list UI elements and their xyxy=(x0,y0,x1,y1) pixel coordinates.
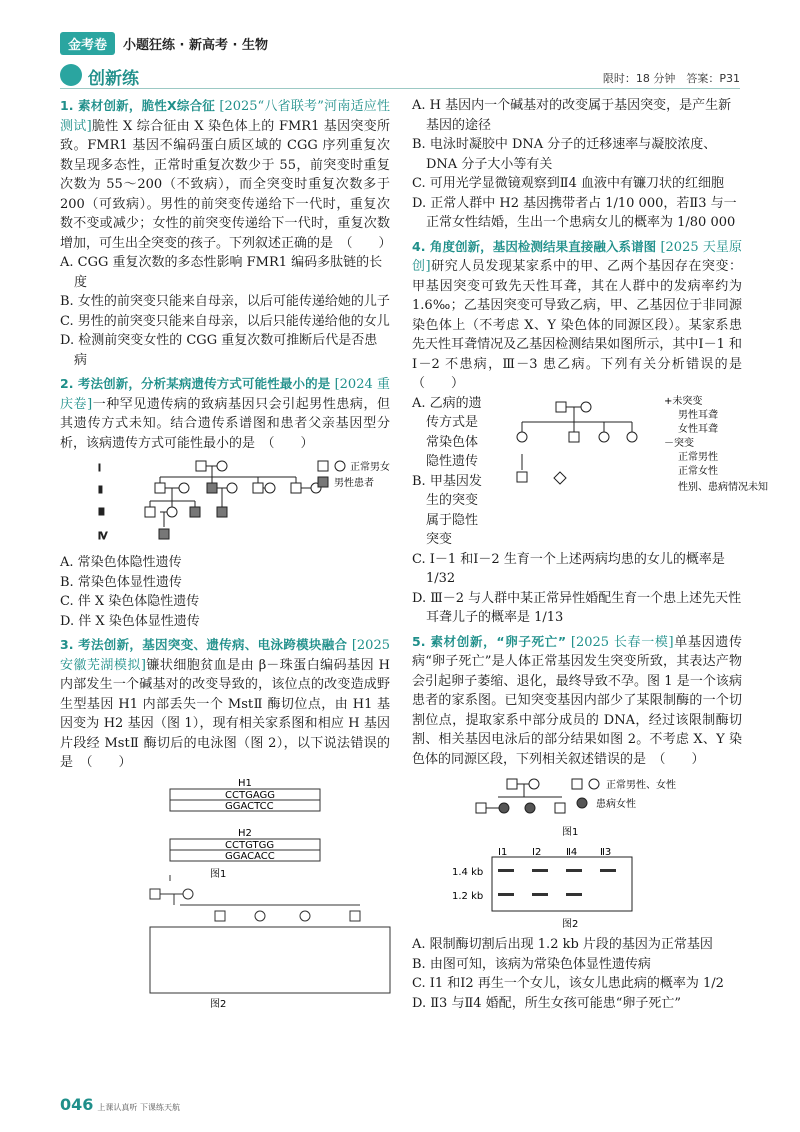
q3-figures xyxy=(60,777,390,1013)
page-number-value: 046 xyxy=(60,1095,94,1114)
q1-stem: 脆性 X 综合征由 X 染色体上的 FMR1 基因突变所致。FMR1 基因不编码蛋白质区域的 CGG 序列重复次数呈现多态性，正常时重复次数少于 55，前突变时重复次数为 55～200（不致病），而全突变时重复次数多于 200（可致病）。男性的前突变传递给下一代时，重复次数不变或减少；女性的前突变传递给下一代时，重复次数增加，可生出全突变的孩子。下列叙述正确的是 （ ） xyxy=(60,118,392,251)
h1-seq-top: CCTGAGG xyxy=(225,789,275,801)
brand-label: 金考卷 xyxy=(60,32,115,55)
q4-legend-5: 正常女性 xyxy=(678,465,718,477)
q4-option-d: D. Ⅲ－2 与人群中某正常异性婚配生育一个患上述先天性耳聋儿子的概率是 1/13 xyxy=(412,590,742,625)
q5-lane-2: Ⅱ4 xyxy=(566,847,578,858)
q5-head: 5. 素材创新，“卵子死亡” xyxy=(412,633,567,649)
fig1-caption: 图1 xyxy=(210,868,227,880)
q1-head: 1. 素材创新，脆性X综合征 xyxy=(60,98,216,113)
h2-seq-top: CCTGTGG xyxy=(225,839,275,851)
q5-option-c: C. Ⅰ1 和Ⅰ2 再生一个女儿，该女儿患此病的概率为 1/2 xyxy=(412,976,724,991)
q1-option-b: B. 女性的前突变只能来自母亲，以后可能传递给她的儿子 xyxy=(60,294,390,309)
q4-legend-0: +未突变 xyxy=(664,395,703,407)
q1-source: [2025“八省联考”河南适应性测试] xyxy=(60,99,390,134)
h1-seq-bottom: GGACTCC xyxy=(225,800,274,812)
q5-lane-3: Ⅱ3 xyxy=(600,847,612,858)
question-3 xyxy=(60,635,390,1013)
q4-legend-4: 正常男性 xyxy=(678,451,718,463)
q5-legend-normal: 正常男性、女性 xyxy=(606,780,676,791)
q4-option-b: B. 甲基因发生的突变属于隐性突变 xyxy=(412,473,482,547)
gen-label-1: Ⅰ xyxy=(98,463,101,474)
question-1 xyxy=(60,96,390,370)
q2-legend-patient: 男性患者 xyxy=(334,478,374,489)
q4-pedigree xyxy=(482,394,768,524)
q2-head: 2. 考法创新，分析某病遗传方式可能性最小的是 xyxy=(60,376,331,391)
q4-head: 4. 角度创新，基因检测结果直接融入系谱图 xyxy=(412,238,657,254)
q3-option-a: A. H 基因内一个碱基对的改变属于基因突变，是产生新基因的途径 xyxy=(412,98,732,133)
question-2 xyxy=(60,374,390,631)
q1-option-a: A. CGG 重复次数的多态性影响 FMR1 编码多肽链的长度 xyxy=(60,255,383,290)
fig2-caption: 图2 xyxy=(210,998,227,1010)
q4-legend-6: 性别、患病情况未知 xyxy=(678,481,768,493)
q5-option-a: A. 限制酶切割后出现 1.2 kb 片段的基因为正常基因 xyxy=(412,937,713,952)
q5-stem: 单基因遗传病“卵子死亡”是人体正常基因发生突变所致，其表达产物会引起卵子萎缩、退化，最终导致不孕。图 1 是一个该病患者的家系图。已知突变基因内部少了某限制酶的一个切割位点，提取家系中部分成员的 DNA，经过该限制酶切割、相关基因电泳后的部分结果如图 2。不考虑 X、Y 染色体的同源区段，下列相关叙述错误的是 （ ） xyxy=(412,634,742,767)
gen-label-3: Ⅲ xyxy=(98,507,105,518)
series-label: 小题狂练 · 新高考 · 生物 xyxy=(123,37,268,53)
question-5 xyxy=(412,632,742,1014)
q5-fig1-caption: 图1 xyxy=(562,827,579,838)
q4-legend-1: 男性耳聋 xyxy=(678,409,718,421)
section-title: 创新练 xyxy=(88,69,139,89)
header xyxy=(60,32,268,54)
q3-source: [2025 安徽芜湖模拟] xyxy=(60,638,390,673)
q5-kb-14: 1.4 kb xyxy=(452,867,484,878)
q4-legend-2: 女性耳聋 xyxy=(678,423,718,435)
q5-kb-12: 1.2 kb xyxy=(452,891,484,902)
q2-source: [2024 重庆卷] xyxy=(60,377,390,412)
q2-option-c: C. 伴 X 染色体隐性遗传 xyxy=(60,594,200,609)
q5-source: [2025 长春一模] xyxy=(570,634,674,650)
h1-label: H1 xyxy=(238,777,252,789)
q5-option-d: D. Ⅱ3 与Ⅱ4 婚配，所生女孩可能患“卵子死亡” xyxy=(412,995,681,1011)
q5-legend-patient: 患病女性 xyxy=(596,799,636,810)
q5-option-b: B. 由图可知，该病为常染色体显性遗传病 xyxy=(412,956,651,972)
q2-legend-normal: 正常男女 xyxy=(350,462,390,473)
q2-stem: 一种罕见遗传病的致病基因只会引起男性患病，但其遗传方式未知。结合遗传系谱图和患者父亲基因型分析，该病遗传方式可能性最小的是 （ ） xyxy=(60,396,390,451)
q3-option-c: C. 可用光学显微镜观察到Ⅱ4 血液中有镰刀状的红细胞 xyxy=(412,176,724,191)
q1-option-d: D. 检测前突变女性的 CGG 重复次数可推断后代是否患病 xyxy=(60,333,378,368)
gen-label-2: Ⅱ xyxy=(98,485,103,496)
right-column xyxy=(412,96,768,1013)
q3-head: 3. 考法创新，基因突变、遗传病、电泳跨模块融合 xyxy=(60,637,348,652)
page-number xyxy=(60,1095,180,1114)
q3-option-d: D. 正常人群中 H2 基因携带者占 1/10 000，若Ⅱ3 与一正常女性结婚，生出一个患病女儿的概率为 1/80 000 xyxy=(412,195,737,230)
q3-option-b: B. 电泳时凝胶中 DNA 分子的迁移速率与凝胶浓度、DNA 分子大小等有关 xyxy=(412,137,717,172)
h2-seq-bottom: GGACACC xyxy=(225,850,275,862)
search-icon xyxy=(60,64,82,86)
q2-pedigree xyxy=(60,457,390,549)
q2-option-d: D. 伴 X 染色体显性遗传 xyxy=(60,613,200,629)
q4-source: [2025 天星原创] xyxy=(412,239,742,274)
q4-option-c: C. Ⅰ－1 和Ⅰ－2 生育一个上述两病均患的女儿的概率是 1/32 xyxy=(412,551,725,586)
q5-lane-0: Ⅰ1 xyxy=(498,847,508,858)
gen-label-4: Ⅳ xyxy=(98,531,108,542)
q2-option-b: B. 常染色体显性遗传 xyxy=(60,574,182,590)
question-4 xyxy=(412,237,768,628)
time-answer-meta: 限时：18 分钟 答案：P31 xyxy=(602,72,740,85)
q1-option-c: C. 男性的前突变只能来自母亲，以后只能传递给他的女儿 xyxy=(60,313,390,329)
q3-stem: 镰状细胞贫血是由 β－珠蛋白编码基因 H 内部发生一个碱基对的改变导致的，该位点的改变造成野生型基因 H1 内部丢失一个 MstⅡ 酶切位点，由 H1 基因变为 H2 基因（图 1），现有相关家系图和相应 H 基因片段经 MstⅡ 酶切后的电泳图（图 2），以下说法错误的是 （ ） xyxy=(60,657,390,770)
q4-option-a: A. 乙病的遗传方式是常染色体隐性遗传 xyxy=(412,395,482,469)
h2-label: H2 xyxy=(238,827,252,839)
q5-lane-1: Ⅰ2 xyxy=(532,847,542,858)
q4-stem: 研究人员发现某家系中的甲、乙两个基因存在突变：甲基因突变可致先天性耳聋，其在人群中的发病率约为 1.6‰；乙基因突变可导致乙病，甲、乙基因位于非同源染色体上（不考虑 X、Y 染色体的同源区段）。某家系患先天性耳聋情况及乙基因检测结果如图所示，其中Ⅰ－1 和Ⅰ－2 不患病，Ⅲ－3 患乙病。下列有关分析错误的是 （ ） xyxy=(412,259,756,391)
q5-fig2-caption: 图2 xyxy=(562,919,579,930)
section-bar xyxy=(60,64,740,89)
q2-option-a: A. 常染色体隐性遗传 xyxy=(60,555,182,570)
q5-figures xyxy=(412,773,742,931)
q4-legend-3: －突变 xyxy=(664,437,694,449)
left-column xyxy=(60,96,390,1017)
page-footer-note: 上课认真听 下课练天航 xyxy=(97,1103,180,1112)
